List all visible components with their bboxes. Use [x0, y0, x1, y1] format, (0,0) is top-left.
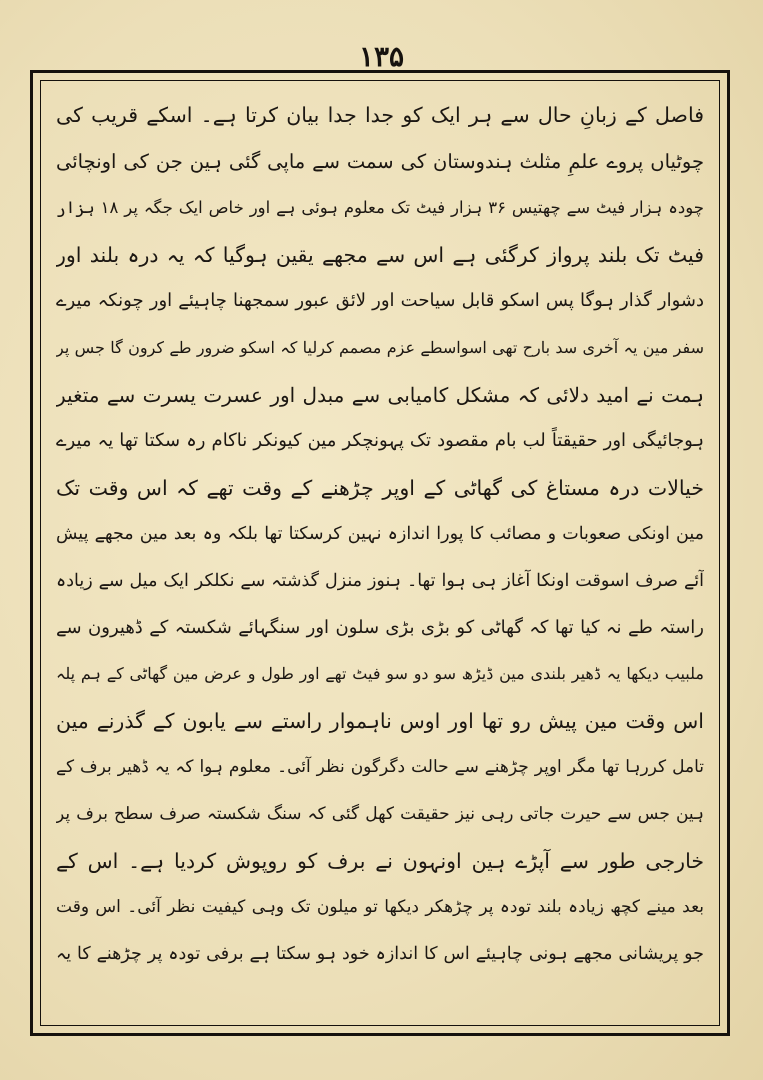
text-line: سفر مین یہ آخری سد بارح تھی اسواسطے عزم مصمم کرلیا کہ اسکو ضرور طے کرون گا جس پر [56, 337, 704, 357]
text-line: چودہ ہزار فیٹ سے چھتیس ۳۶ ہزار فیٹ تک معلوم ہوئی ہے اور خاص ایک جگہ پر ۱۸ ہزار [56, 198, 704, 218]
text-line: مین اونکی صعوبات و مصائب کا پورا اندازہ نہین کرسکتا تھا بلکہ وہ بعد مین مجھے پیش [56, 524, 704, 545]
text-line: ہمت نے امید دلائی کہ مشکل کامیابی سے مبدل اور عسرت یسرت سے متغیر [56, 382, 704, 407]
text-line: ہوجائیگی اور حقیقتاً لب بام مقصود تک پہونچکر مین کیونکر ناکام رہ سکتا تھا یہ میرے [56, 430, 704, 452]
text-line: چوٹیاں پروے علمِ مثلث ہندوستان کی سمت سے ماپی گئی ہین جن کی اونچائی [56, 149, 704, 173]
text-line: آئے صرف اسوقت اونکا آغاز ہی ہوا تھا۔ ہنوز منزل گذشتہ سے نکلکر ایک میل سے زیادہ [56, 570, 704, 591]
text-line: تامل کررہا تھا مگر اوپر چڑھنے سے حالت دگرگون نظر آئی۔ معلوم ہوا کہ یہ ڈھیر برف کے [56, 757, 704, 778]
text-line: ہین جس سے حیرت جاتی رہی نیز حقیقت کھل گئی کہ سنگ شکستہ صرف سطح برف پر [56, 803, 704, 824]
text-line: خیالات درہ مستاغ کی گھاٹی کے اوپر چڑھنے کے وقت تھے کہ اس وقت تک [56, 475, 704, 500]
text-line: خارجی طور سے آپڑے ہین اونہون نے برف کو روپوش کردیا ہے۔ اس کے [56, 848, 704, 873]
text-line: جو پریشانی مجھے ہونی چاہیئے اس کا اندازہ خود ہو سکتا ہے برفی تودہ پر چڑھنے کا یہ [56, 943, 704, 964]
text-line: بعد مینے کچھ زیادہ بلند تودہ پر چڑھکر دیکھا تو میلون تک وہی کیفیت نظر آئی۔ اس وقت [56, 897, 704, 918]
text-line: فاصل کے زبانِ حال سے ہر ایک کو جدا جدا بیان کرتا ہے۔ اسکے قریب کی [56, 103, 704, 127]
page-number: ۱۳۵ [358, 40, 405, 73]
text-line: ملبیب دیکھا یہ ڈھیر بلندی مین ڈیڑھ سو دو سو فیٹ تھے اور طول و عرض مین گھاٹی کے ہم پلہ [56, 664, 704, 684]
text-line: راستہ طے نہ کیا تھا کہ گھاٹی کو بڑی بڑی سلون اور سنگہائے شکستہ کے ڈھیرون سے [56, 616, 704, 638]
text-line: اس وقت مین پیش رو تھا اور اوس ناہموار راستے سے یابون کے گذرنے مین [56, 708, 704, 733]
text-line: فیٹ تک بلند پرواز کرگئی ہے اس سے مجھے یقین ہوگیا کہ یہ درہ بلند اور [56, 242, 704, 267]
body-text [56, 92, 704, 1027]
text-line: دشوار گذار ہوگا پس اسکو قابل سیاحت اور لائق عبور سمجھنا چاہیئے اور چونکہ میرے [56, 290, 704, 312]
